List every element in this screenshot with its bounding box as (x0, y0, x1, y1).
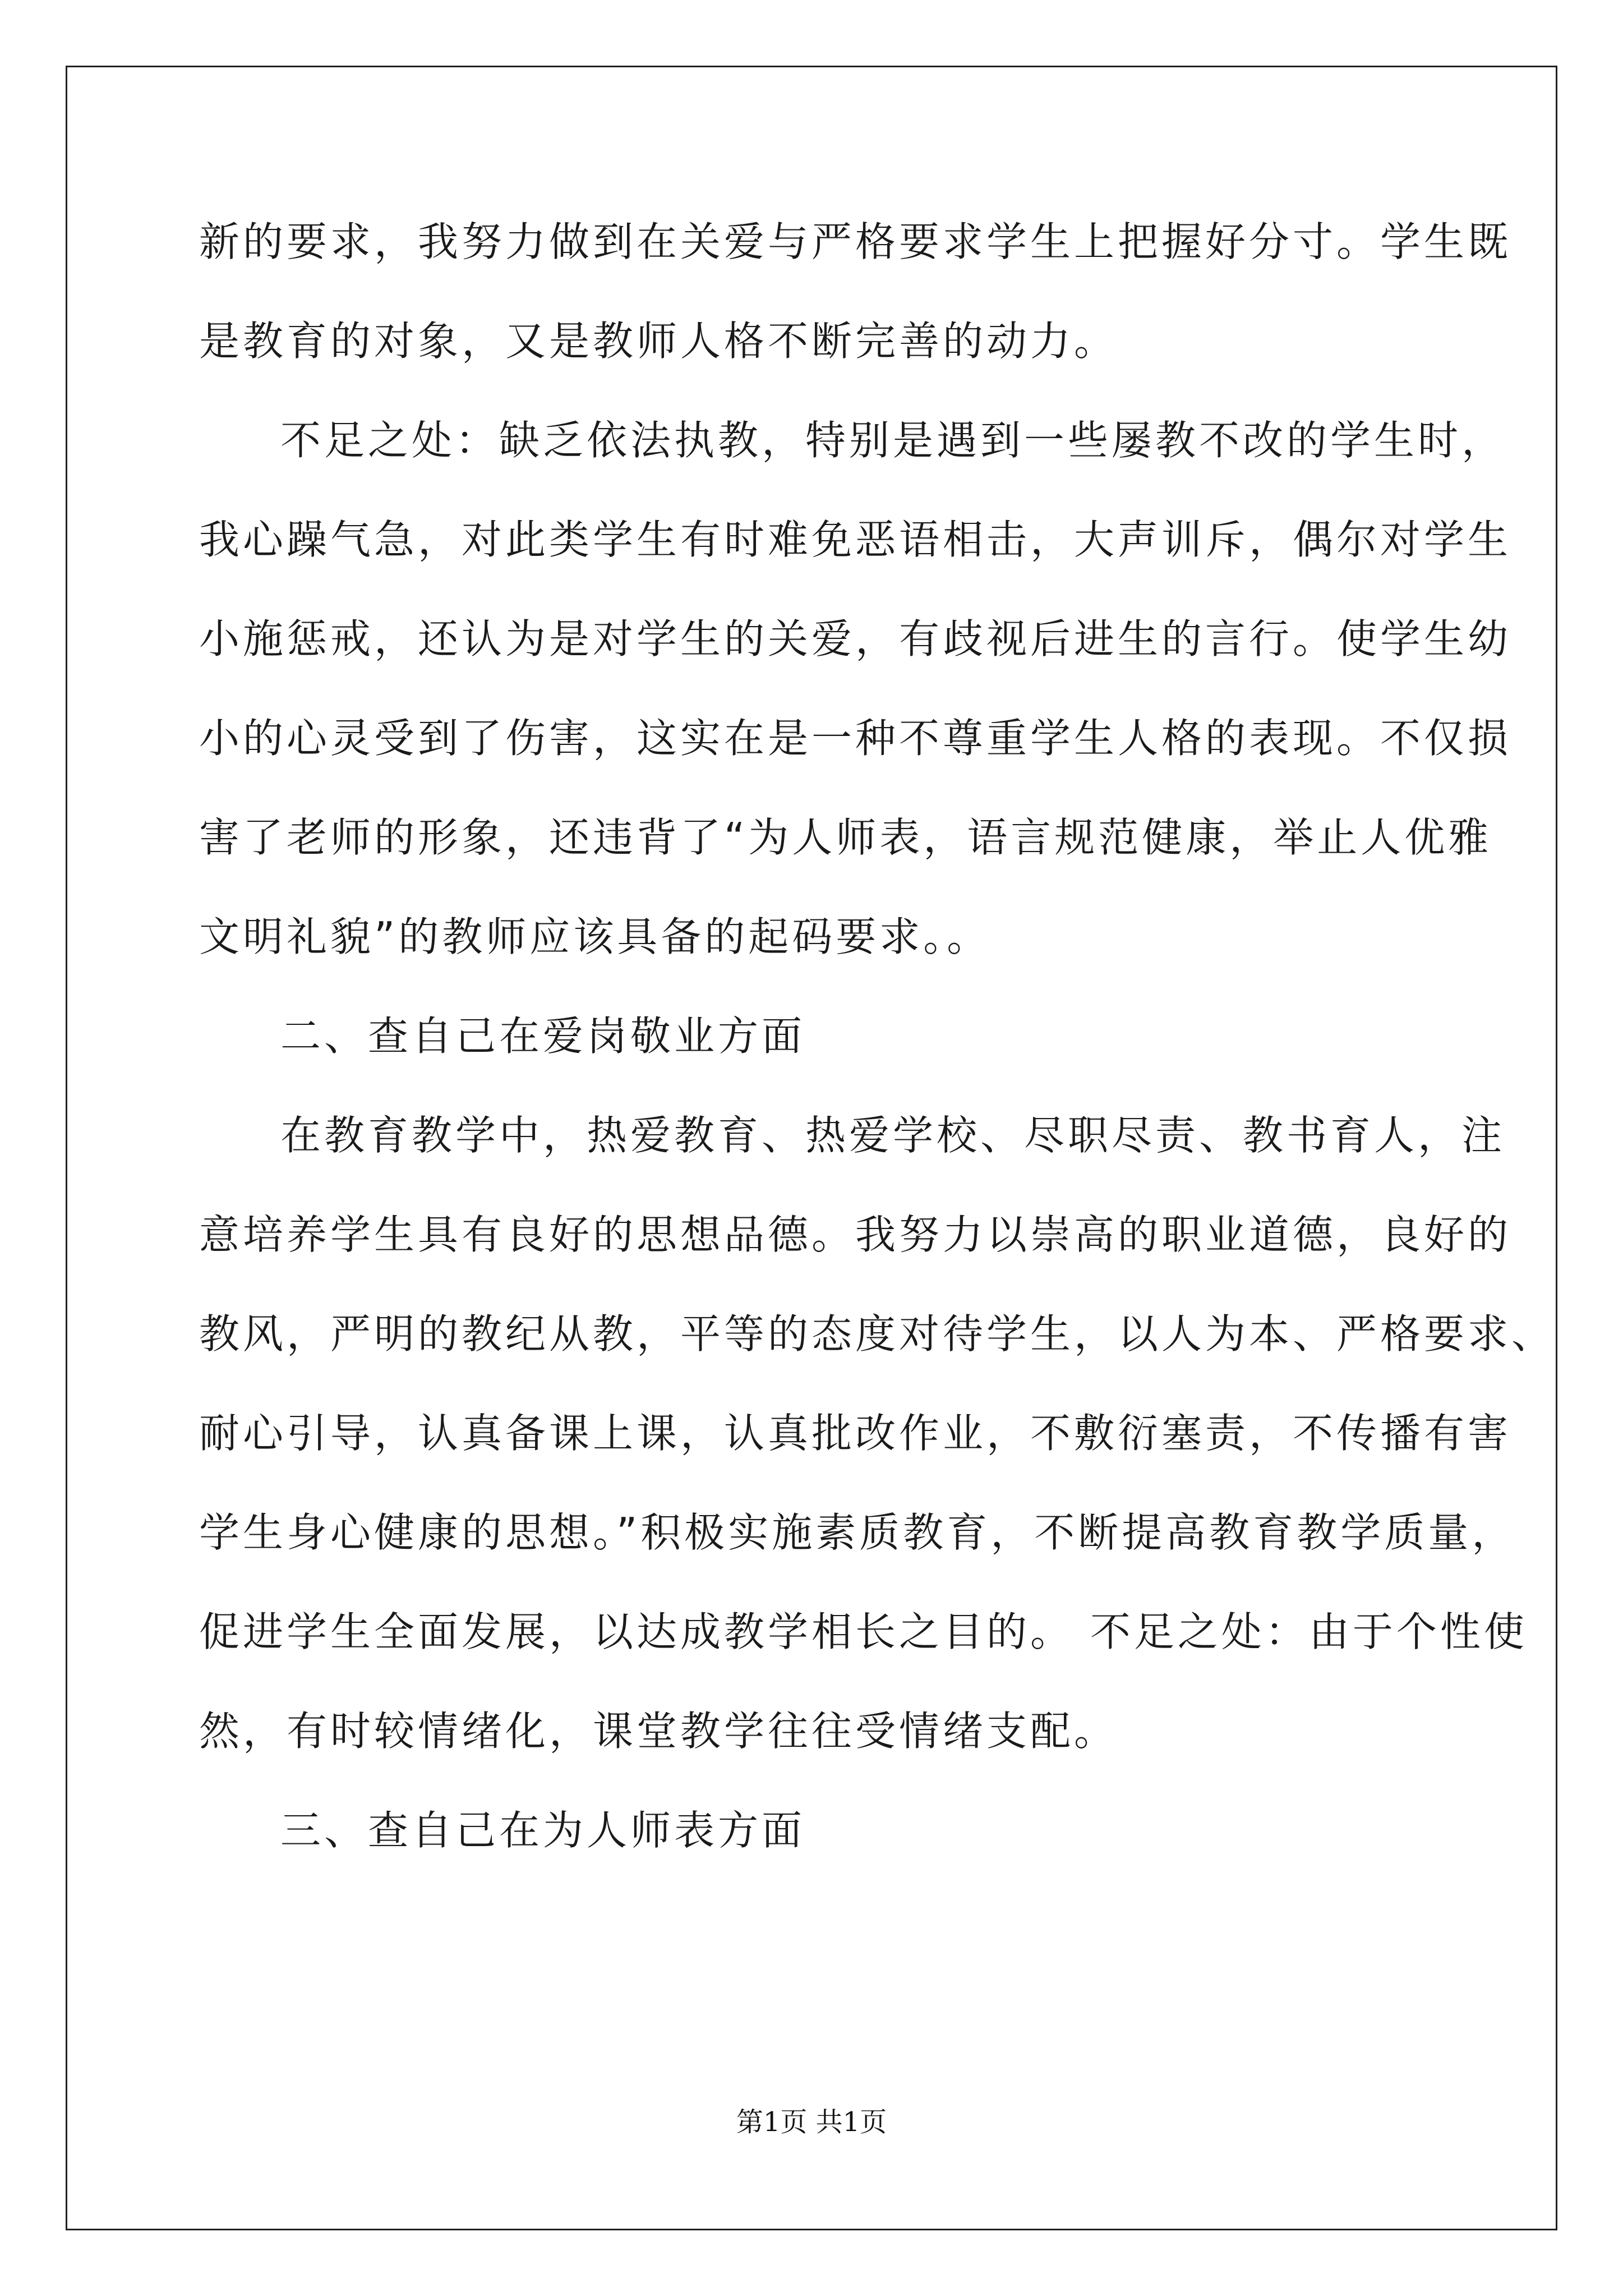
text-line: 意培养学生具有良好的思想品德。我努力以崇高的职业道德，良好的 (199, 1211, 1512, 1258)
text-line: 促进学生全面发展，以达成教学相长之目的。 不足之处：由于个性使 (199, 1608, 1528, 1655)
document-body (199, 218, 1556, 1910)
text-line: 新的要求，我努力做到在关爱与严格要求学生上把握好分寸。学生既 (199, 218, 1512, 265)
text-line: 教风，严明的教纪从教，平等的态度对待学生，以人为本、严格要求、 (199, 1310, 1556, 1358)
text-line: 小施惩戒，还认为是对学生的关爱，有歧视后进生的言行。使学生幼 (199, 615, 1512, 662)
section-heading: 二、查自己在爱岗敬业方面 (280, 1013, 806, 1060)
text-line: 是教育的对象，又是教师人格不断完善的动力。 (199, 318, 1118, 365)
page-footer: 第1页 共1页 (736, 2106, 887, 2138)
text-line: 然，有时较情绪化，课堂教学往往受情绪支配。 (199, 1708, 1118, 1755)
text-line: 害了老师的形象，还违背了“为人师表，语言规范健康，举止人优雅 (199, 814, 1492, 861)
paragraph-start: 在教育教学中，热爱教育、热爱学校、尽职尽责、教书育人，注 (280, 1112, 1506, 1159)
text-line: 我心躁气急，对此类学生有时难免恶语相击，大声训斥，偶尔对学生 (199, 516, 1512, 563)
text-line: 文明礼貌”的教师应该具备的起码要求。。 (199, 913, 991, 960)
section-heading: 三、查自己在为人师表方面 (280, 1807, 806, 1854)
text-line: 耐心引导，认真备课上课，认真批改作业，不敷衍塞责，不传播有害 (199, 1410, 1512, 1457)
text-line: 学生身心健康的思想。”积极实施素质教育，不断提高教育教学质量， (199, 1509, 1516, 1556)
paragraph-start: 不足之处：缺乏依法执教，特别是遇到一些屡教不改的学生时， (280, 417, 1506, 464)
text-line: 小的心灵受到了伤害，这实在是一种不尊重学生人格的表现。不仅损 (199, 715, 1512, 762)
